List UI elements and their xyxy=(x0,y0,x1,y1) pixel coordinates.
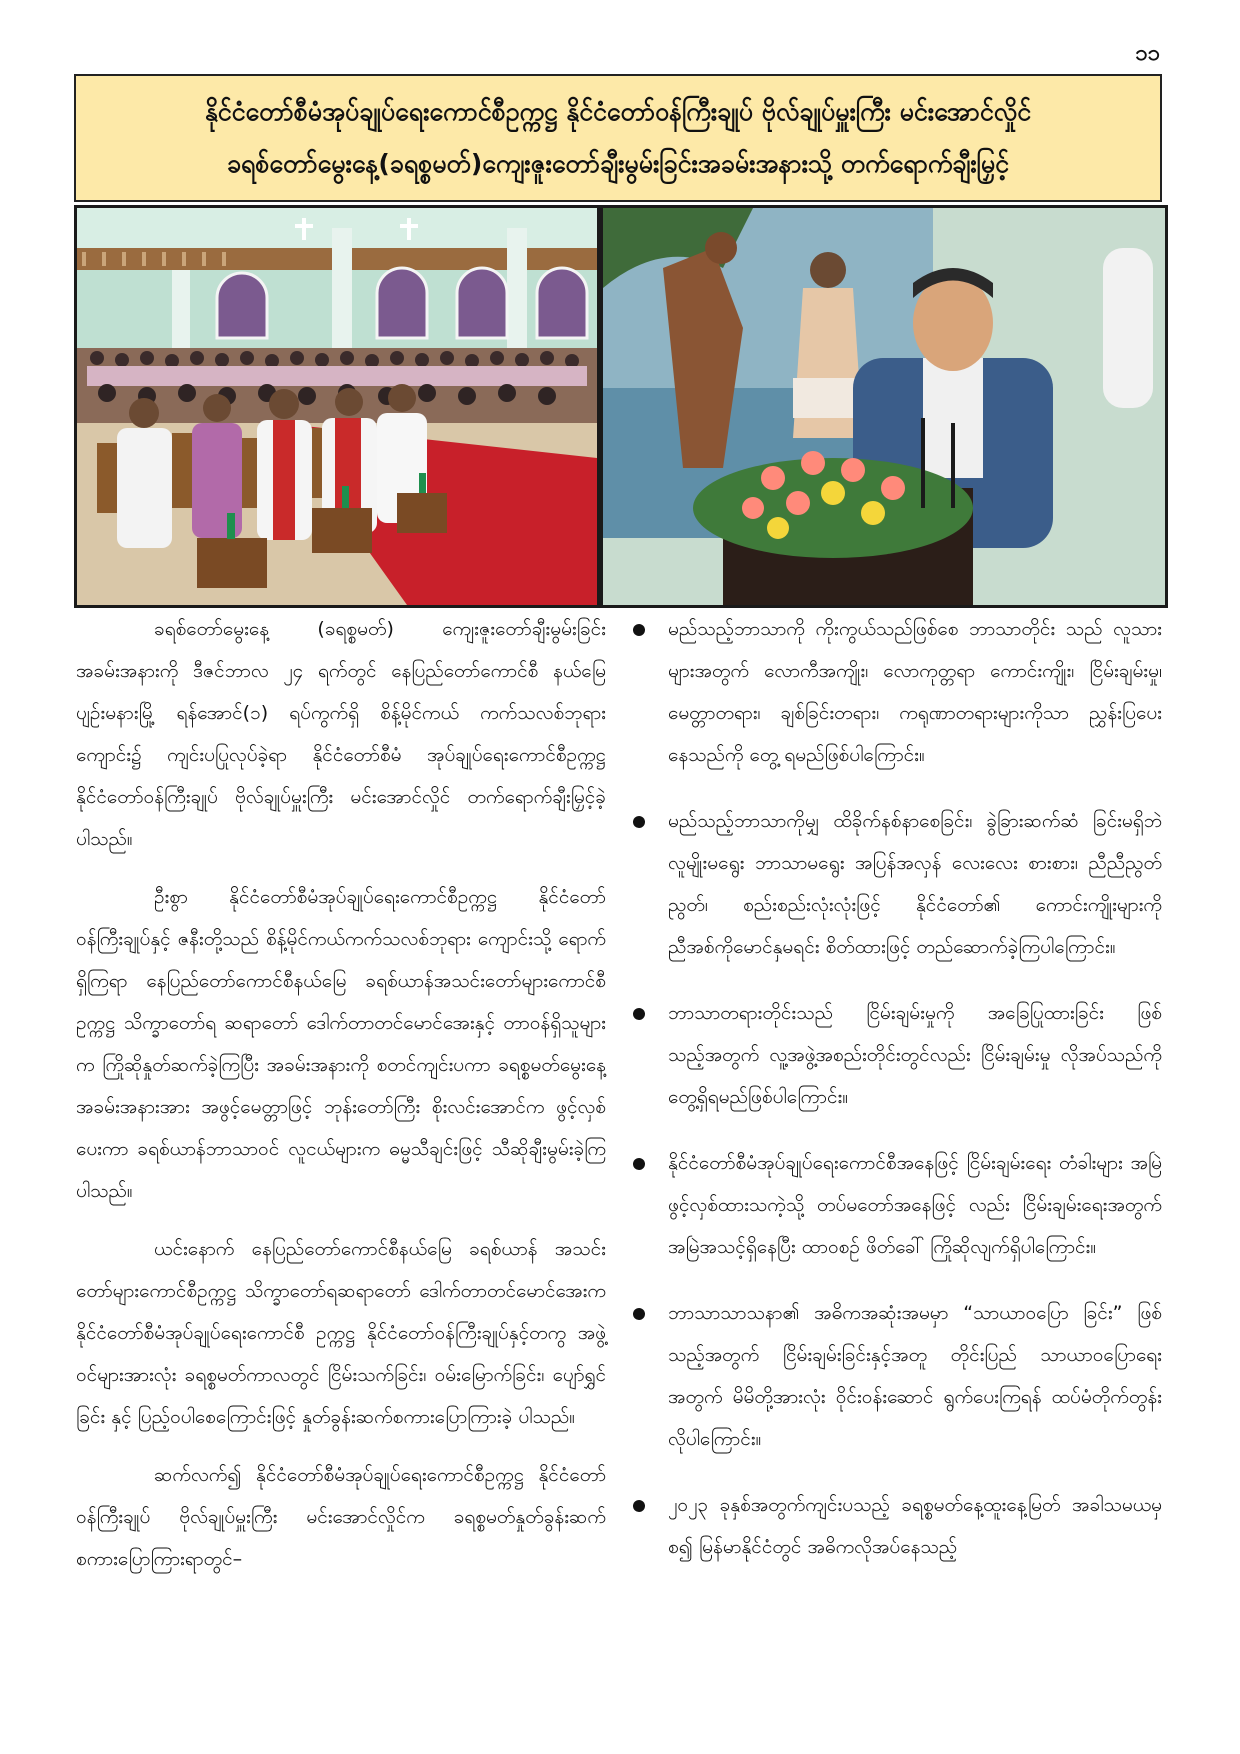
right-column xyxy=(628,608,1162,1568)
ceremony-photo xyxy=(77,208,597,605)
body-paragraph: ယင်းနောက် နေပြည်တော်ကောင်စီနယ်မြေ ခရစ်ယာန် အသင်းတော်များကောင်စီဥက္ကဋ္ဌ သိက္ခာတော်ရဆရာတော် ဒေါက်တာတင်မောင်အေးက နိုင်ငံတော်စီမံအုပ်ချုပ်ရေးကောင်စီ ဥက္ကဋ္ဌ နိုင်ငံတော်ဝန်ကြီးချုပ်နှင့်တကွ အဖွဲ့ဝင်များအားလုံး ခရစ္စမတ်ကာလတွင် ငြိမ်းသက်ခြင်း၊ ဝမ်းမြောက်ခြင်း၊ ပျော်ရွှင်ခြင်း နှင့် ပြည့်ဝပါစေကြောင်းဖြင့် နှုတ်ခွန်းဆက်စကားပြောကြားခဲ့ ပါသည်။ xyxy=(76,1238,606,1428)
body-paragraph: ဆက်လက်၍ နိုင်ငံတော်စီမံအုပ်ချုပ်ရေးကောင်စီဥက္ကဋ္ဌ နိုင်ငံတော်ဝန်ကြီးချုပ် ဗိုလ်ချုပ်မှူးကြီး မင်းအောင်လှိုင်က ခရစ္စမတ်နှုတ်ခွန်းဆက်စကားပြောကြားရာတွင်– xyxy=(76,1464,606,1570)
body-paragraph: ခရစ်တော်မွေးနေ့ (ခရစ္စမတ်) ကျေးဇူးတော်ချီးမွမ်းခြင်း အခမ်းအနားကို ဒီဇင်ဘာလ ၂၄ ရက်တွင် နေပြည်တော်ကောင်စီ နယ်မြေ ပျဉ်းမနားမြို့ ရန်အောင်(၁) ရပ်ကွက်ရှိ စိန့်မိုင်ကယ် ကက်သလစ်ဘုရားကျောင်း၌ ကျင်းပပြုလုပ်ခဲ့ရာ နိုင်ငံတော်စီမံ အုပ်ချုပ်ရေးကောင်စီဥက္ကဋ္ဌ နိုင်ငံတော်ဝန်ကြီးချုပ် ဗိုလ်ချုပ်မှူးကြီး မင်းအောင်လှိုင် တက်ရောက်ချီးမြှင့်ခဲ့ပါသည်။ xyxy=(76,618,606,850)
bullet-item: မည်သည့်ဘာသာကိုမျှ ထိခိုက်နစ်နာစေခြင်း၊ ခွဲခြားဆက်ဆံ ခြင်းမရှိဘဲ လူမျိုးမရွေး ဘာသာမရွေး အပြန်အလှန် လေးလေး စားစား၊ ညီညီညွတ်ညွတ်၊ စည်းစည်းလုံးလုံးဖြင့် နိုင်ငံတော်၏ ကောင်းကျိုးများကို ညီအစ်ကိုမောင်နှမရင်း စိတ်ထားဖြင့် တည်ဆောက်ခဲ့ကြပါကြောင်း။ xyxy=(628,800,1162,968)
bullet-item: ဘာသာသာသနာ၏ အဓိကအဆုံးအမမှာ “သာယာဝပြော ခြင်း” ဖြစ်သည့်အတွက် ငြိမ်းချမ်းခြင်းနှင့်အတူ တိုင်းပြည် သာယာဝပြောရေးအတွက် မိမိတို့အားလုံး ဝိုင်းဝန်းဆောင် ရွက်ပေးကြရန် ထပ်မံတိုက်တွန်းလိုပါကြောင်း။ xyxy=(628,1292,1162,1460)
bullet-item: ဘာသာတရားတိုင်းသည် ငြိမ်းချမ်းမှုကို အခြေပြုထားခြင်း ဖြစ်သည့်အတွက် လူ့အဖွဲ့အစည်းတိုင်းတွင်လည်း ငြိမ်းချမ်းမှု လိုအပ်သည်ကို တွေ့ရှိရမည်ဖြစ်ပါကြောင်း။ xyxy=(628,992,1162,1118)
page-number: ၁၁ xyxy=(1135,41,1160,66)
bullet-item: မည်သည့်ဘာသာကို ကိုးကွယ်သည်ဖြစ်စေ ဘာသာတိုင်း သည် လူသားများအတွက် လောကီအကျိုး၊ လောကုတ္တရာ ကောင်းကျိုး၊ ငြိမ်းချမ်းမှု၊ မေတ္တာတရား၊ ချစ်ခြင်းတရား၊ ကရုဏာတရားများကိုသာ ညွှန်းပြပေးနေသည်ကို တွေ့ ရမည်ဖြစ်ပါကြောင်း။ xyxy=(628,608,1162,776)
headline-line-1: နိုင်ငံတော်စီမံအုပ်ချုပ်ရေးကောင်စီဥက္ကဋ္ဌ နိုင်ငံတော်ဝန်ကြီးချုပ် ဗိုလ်ချုပ်မှူးကြီး မင်းအောင်လှိုင် xyxy=(204,97,1032,126)
bullet-item: ၂၀၂၃ ခုနှစ်အတွက်ကျင်းပသည့် ခရစ္စမတ်နေ့ထူးနေ့မြတ် အခါသမယမှစ၍ မြန်မာနိုင်ငံတွင် အဓိကလိုအပ်နေသည့် xyxy=(628,1484,1162,1568)
body-paragraph: ဦးစွာ နိုင်ငံတော်စီမံအုပ်ချုပ်ရေးကောင်စီဥက္ကဋ္ဌ နိုင်ငံတော် ဝန်ကြီးချုပ်နှင့် ဇနီးတို့သည် စိန့်မိုင်ကယ်ကက်သလစ်ဘုရား ကျောင်းသို့ ရောက်ရှိကြရာ နေပြည်တော်ကောင်စီနယ်မြေ ခရစ်ယာန်အသင်းတော်များကောင်စီဥက္ကဋ္ဌ သိက္ခာတော်ရ ဆရာတော် ဒေါက်တာတင်မောင်အေးနှင့် တာဝန်ရှိသူများက ကြိုဆိုနှုတ်ဆက်ခဲ့ကြပြီး အခမ်းအနားကို စတင်ကျင်းပကာ ခရစ္စမတ်မွေးနေ့အခမ်းအနားအား အဖွင့်မေတ္တာဖြင့် ဘုန်းတော်ကြီး စိုးလင်းအောင်က ဖွင့်လှစ်ပေးကာ ခရစ်ယာန်ဘာသာဝင် လူငယ်များက ဓမ္မသီချင်းဖြင့် သီဆိုချီးမွမ်းခဲ့ကြပါသည်။ xyxy=(76,886,606,1202)
headline-line-2: ခရစ်တော်မွေးနေ့(ခရစ္စမတ်)ကျေးဇူးတော်ချီးမွမ်းခြင်းအခမ်းအနားသို့ တက်ရောက်ချီးမြှင့် xyxy=(226,149,1010,178)
headline-box xyxy=(74,74,1162,202)
photo-strip xyxy=(74,205,1168,608)
left-column xyxy=(76,608,606,1580)
speaker-photo xyxy=(603,208,1165,605)
bullet-item: နိုင်ငံတော်စီမံအုပ်ချုပ်ရေးကောင်စီအနေဖြင့် ငြိမ်းချမ်းရေး တံခါးများ အမြဲဖွင့်လှစ်ထားသကဲ့သို့ တပ်မတော်အနေဖြင့် လည်း ငြိမ်းချမ်းရေးအတွက် အမြဲအသင့်ရှိနေပြီး ထာဝစဉ် ဖိတ်ခေါ် ကြိုဆိုလျက်ရှိပါကြောင်း။ xyxy=(628,1142,1162,1268)
